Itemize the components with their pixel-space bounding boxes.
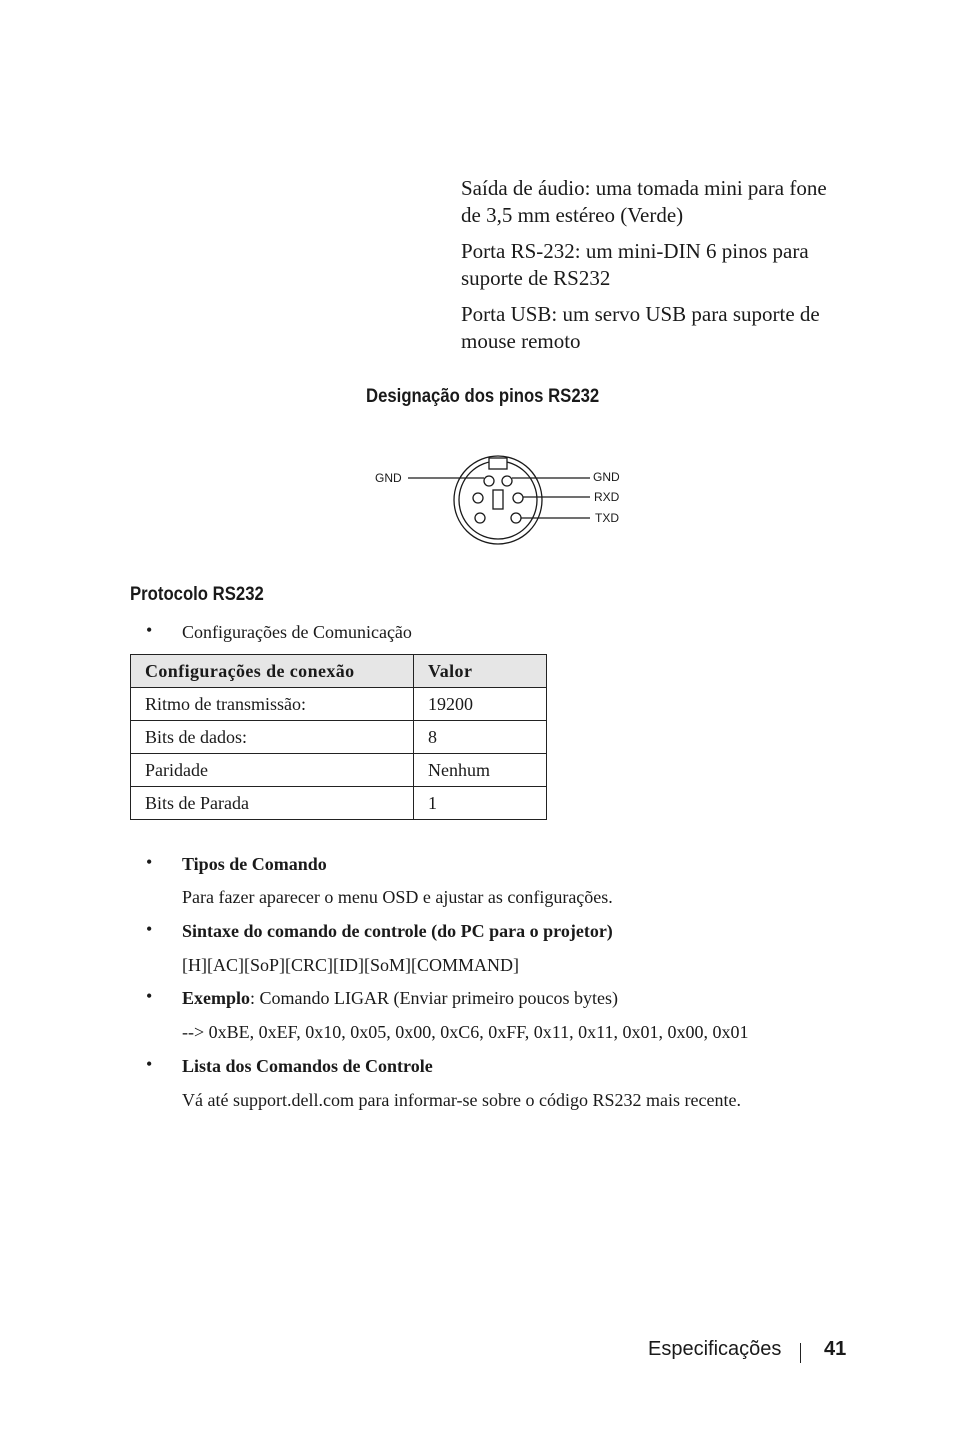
page-number: 41 [824, 1338, 847, 1360]
center-key [493, 490, 503, 509]
syntax-value: [H][AC][SoP][CRC][ID][SoM][COMMAND] [182, 955, 519, 975]
protocol-title: Protocolo RS232 [130, 584, 264, 605]
example-text: : Comando LIGAR (Enviar primeiro poucos bytes) [250, 988, 618, 1008]
pin-3 [473, 493, 483, 503]
bullet: • [146, 620, 153, 640]
pin-4 [513, 493, 523, 503]
command-types-label: Tipos de Comando [182, 854, 327, 874]
command-list-label: Lista dos Comandos de Controle [182, 1056, 433, 1076]
table-row [131, 754, 547, 787]
header-settings: Configurações de conexão [131, 655, 414, 688]
footer-section-name: Especificações [648, 1338, 782, 1360]
usb-port-text: Porta USB: um servo USB para suporte de mouse remoto [461, 302, 820, 353]
rxd-label: RXD [594, 490, 620, 504]
cell-value: 19200 [414, 688, 547, 721]
cell-setting: Ritmo de transmissão: [131, 688, 414, 721]
connection-settings-table [130, 654, 547, 820]
example-label: Exemplo [182, 988, 251, 1008]
connector-inner [459, 461, 537, 539]
table-header-row [131, 655, 547, 688]
cell-value: Nenhum [414, 754, 547, 787]
rs232-pin-diagram [360, 450, 640, 550]
gnd-right-label: GND [593, 470, 620, 484]
comm-settings-label: Configurações de Comunicação [182, 622, 412, 642]
syntax-label: Sintaxe do comando de controle (do PC para o projetor) [182, 921, 613, 941]
gnd-left-label: GND [375, 471, 402, 485]
table-row [131, 688, 547, 721]
bullet: • [146, 1054, 153, 1074]
cell-setting: Paridade [131, 754, 414, 787]
pin-6 [511, 513, 521, 523]
rs232-port-text: Porta RS-232: um mini-DIN 6 pinos para suporte de RS232 [461, 239, 809, 290]
txd-label: TXD [595, 511, 619, 525]
table-row [131, 721, 547, 754]
bullet: • [146, 919, 153, 939]
cell-setting: Bits de dados: [131, 721, 414, 754]
bullet: • [146, 852, 153, 872]
table-row [131, 787, 547, 820]
pin-assignment-title: Designação dos pinos RS232 [366, 386, 600, 407]
pin-5 [475, 513, 485, 523]
command-types-desc: Para fazer aparecer o menu OSD e ajustar as configurações. [182, 887, 613, 907]
footer-separator [800, 1343, 801, 1363]
cell-value: 8 [414, 721, 547, 754]
port-descriptions [461, 175, 831, 364]
cell-setting: Bits de Parada [131, 787, 414, 820]
bullet: • [146, 986, 153, 1006]
audio-out-text: Saída de áudio: uma tomada mini para fone de 3,5 mm estéreo (Verde) [461, 176, 827, 227]
pin-2 [502, 476, 512, 486]
header-value: Valor [414, 655, 547, 688]
example-line [182, 987, 618, 1009]
pin-1 [484, 476, 494, 486]
connector-notch [489, 458, 507, 469]
example-bytes: --> 0xBE, 0xEF, 0x10, 0x05, 0x00, 0xC6, 0xFF, 0x11, 0x11, 0x01, 0x00, 0x01 [182, 1022, 749, 1042]
cell-value: 1 [414, 787, 547, 820]
command-list-desc: Vá até support.dell.com para informar-se sobre o código RS232 mais recente. [182, 1090, 741, 1110]
